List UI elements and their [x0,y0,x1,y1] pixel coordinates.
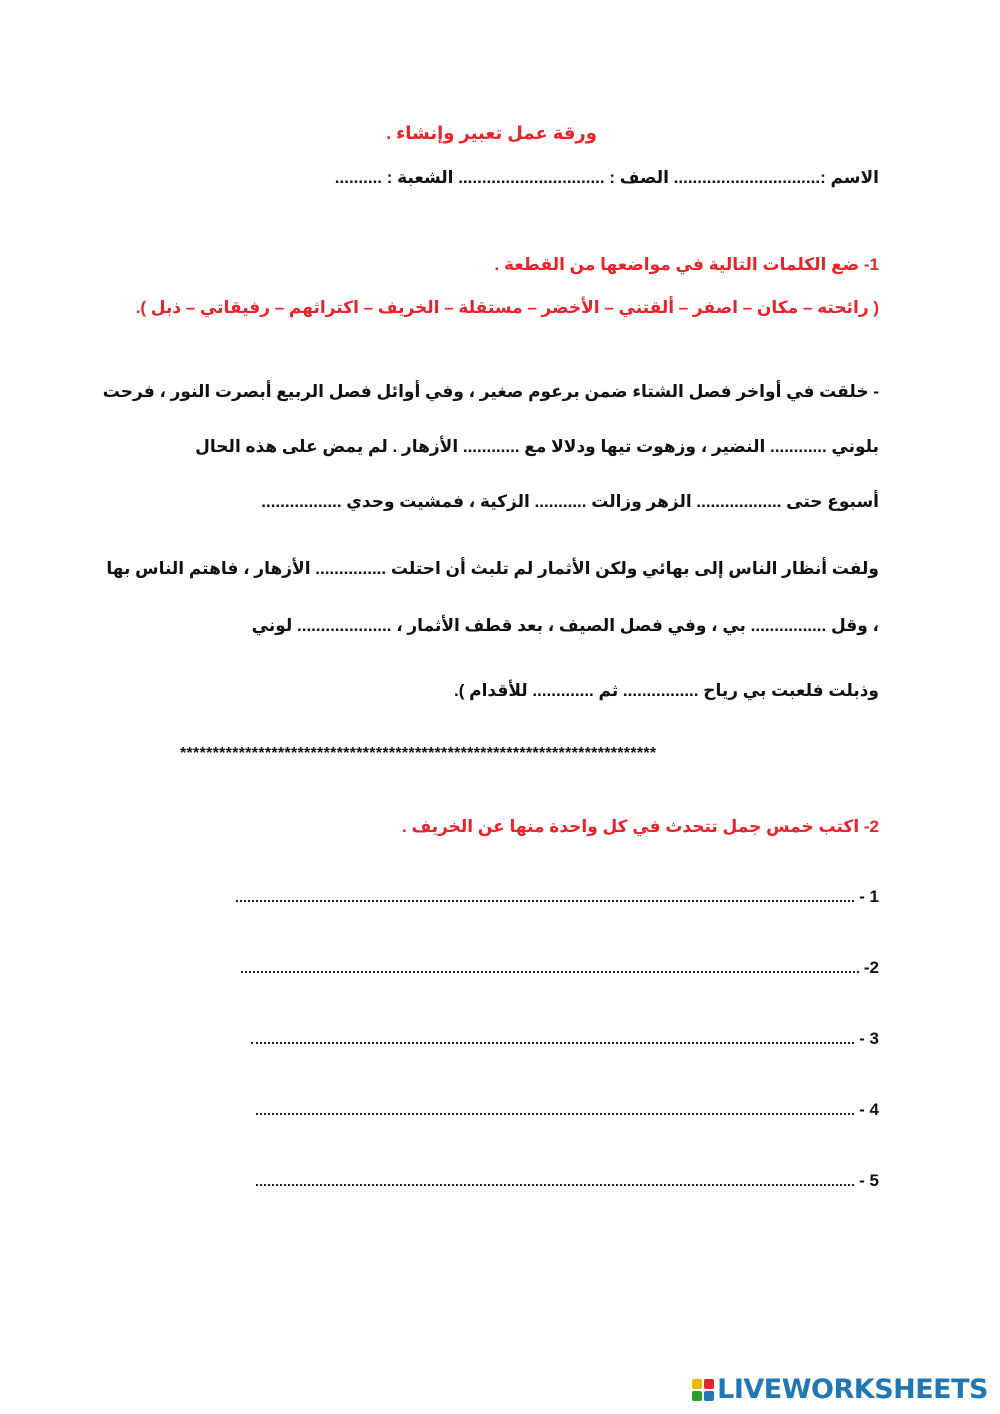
answer-label: 2- [863,958,879,977]
answer-blank[interactable] [251,1027,854,1044]
answer-blank[interactable] [236,885,854,902]
question-1-title: 1- ضع الكلمات التالية في مواضعها من القطعة . [494,255,879,274]
answer-label: 1 - [859,887,879,906]
answer-line-1 [236,885,879,909]
answer-line-3 [251,1027,879,1051]
student-info-line: الاسم :............................... الصف : ............................... الشعبة : .......... [334,168,879,187]
answer-line-5 [256,1169,879,1193]
answer-line-2 [241,956,879,980]
passage-line: ، وقل ................ بي ، وفي فصل الصيف ، بعد قطف الأثمار ، .................... لوني [251,616,879,635]
passage-line: بلوني ............ النضير ، وزهوت تيها ودلالا مع ............ الأزهار . لم يمض على هذه الحال [195,437,879,456]
answer-label: 3 - [859,1029,879,1048]
logo-text: LIVEWORKSHEETS [717,1374,988,1405]
liveworksheets-logo-icon [692,1379,714,1401]
question-1-word-bank: ( رائحته – مكان – اصفر – ألقتني – الأخضر – مستقلة – الخريف – اكتراثهم – رفيقاتي – ذبل ). [135,298,879,317]
answer-line-4 [256,1098,879,1122]
passage-line: وذبلت فلعبت بي رياح ................ ثم ............. للأقدام ). [454,681,879,700]
passage-line: أسبوع حتى .................. الزهر وزالت ........... الزكية ، فمشيت وحدي ................. [261,492,879,511]
answer-blank[interactable] [256,1169,854,1186]
question-2-title: 2- اكتب خمس جمل تتحدث في كل واحدة منها عن الخريف . [402,817,879,836]
worksheet-title: ورقة عمل تعبير وإنشاء . [386,123,597,143]
answer-label: 4 - [859,1100,879,1119]
liveworksheets-logo [692,1376,988,1404]
answer-label: 5 - [859,1171,879,1190]
passage-line: - خلقت في أواخر فصل الشتاء ضمن برعوم صغير ، وفي أوائل فصل الربيع أبصرت النور ، فرحت [102,382,879,401]
section-divider: ************************************************************************* [180,745,657,762]
answer-blank[interactable] [256,1098,854,1115]
answer-blank[interactable] [241,956,859,973]
passage-line: ولفت أنظار الناس إلى بهائي ولكن الأثمار لم تلبث أن احتلت ............... الأزهار ، فاهتم الناس بها [106,559,879,578]
